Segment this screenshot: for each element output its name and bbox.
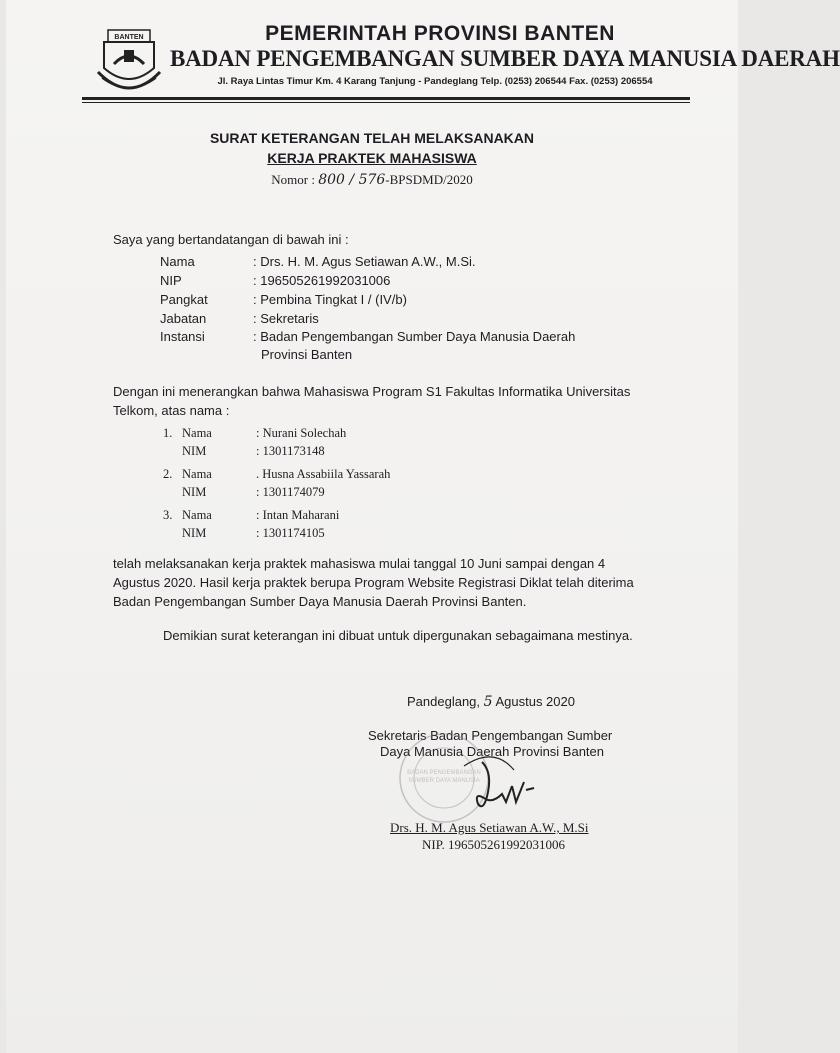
letter-title-line2-text: KERJA PRAKTEK MAHASISWA [267, 150, 477, 166]
paragraph-completion [113, 554, 685, 611]
student-3-no: 3. [163, 508, 173, 522]
place-date-prefix: Pandeglang, [407, 694, 481, 709]
signer-value-pangkat: : Pembina Tingkat I / (IV/b) [253, 292, 407, 307]
header-rule-thick [82, 97, 690, 100]
student-3-nim: : 1301174105 [256, 526, 325, 540]
letter-title-line2 [0, 150, 744, 166]
student-3-nama: : Intan Maharani [256, 508, 340, 522]
para2-line1: telah melaksanakan kerja praktek mahasiswa mulai tanggal 10 Juni sampai dengan 4 [113, 556, 606, 571]
header-rule-thin [82, 102, 690, 103]
stamp-text-1: BADAN PENGEMBANGAN [407, 770, 481, 776]
letter-title-line1: SURAT KETERANGAN TELAH MELAKSANAKAN [209, 130, 535, 146]
student-2-no: 2. [163, 467, 173, 481]
para2-line3: Badan Pengembangan Sumber Daya Manusia Daerah Provinsi Banten. [113, 594, 527, 609]
nomor-handwritten: 800 / 576 [318, 172, 386, 188]
place-date [407, 694, 575, 710]
letter-number [0, 172, 744, 188]
signer-label-jabatan: Jabatan [160, 311, 207, 326]
student-1-nim: : 1301173148 [256, 444, 325, 458]
place-date-handwritten: 5 [483, 694, 493, 710]
signer-label-pangkat: Pangkat [160, 292, 208, 307]
student-1-no: 1. [163, 426, 173, 440]
student-2-nama: . Husna Assabiila Yassarah [256, 467, 391, 481]
nomor-suffix: -BPSDMD/2020 [385, 172, 473, 187]
signer-title-line1: Sekretaris Badan Pengembangan Sumber [368, 728, 613, 743]
header-title-1: PEMERINTAH PROVINSI BANTEN [265, 22, 615, 45]
paragraph-intro-students [113, 382, 685, 420]
signer-value-instansi: : Badan Pengembangan Sumber Daya Manusia Daerah [253, 329, 576, 344]
signer-label-instansi: Instansi [160, 329, 205, 344]
logo-text: BANTEN [114, 34, 144, 41]
student-2-nim-label: NIM [182, 485, 207, 499]
signer-nip: NIP. 196505261992031006 [422, 837, 566, 852]
signer-label-nama: Nama [160, 254, 195, 269]
signer-value-nip: : 196505261992031006 [253, 273, 391, 288]
stamp-text-2: SUMBER DAYA MANUSIA [408, 778, 480, 784]
para2-line2: Agustus 2020. Hasil kerja praktek berupa Program Website Registrasi Diklat telah diterima [113, 575, 634, 590]
signer-value-nama: : Drs. H. M. Agus Setiawan A.W., M.Si. [253, 254, 476, 269]
student-3-nama-label: Nama [182, 508, 212, 522]
signer-title-line2: Daya Manusia Daerah Provinsi Banten [380, 744, 605, 759]
intro-text: Saya yang bertandatangan di bawah ini : [113, 232, 349, 247]
header-address: Jl. Raya Lintas Timur Km. 4 Karang Tanjung - Pandeglang Telp. (0253) 206544 Fax. (0253) 206554 [217, 76, 653, 87]
para1-line2: Telkom, atas nama : [113, 403, 230, 418]
student-1-nim-label: NIM [182, 444, 207, 458]
student-3-nim-label: NIM [182, 526, 207, 540]
para1-line1: Dengan ini menerangkan bahwa Mahasiswa Program S1 Fakultas Informatika Universitas [113, 384, 631, 399]
place-date-suffix: Agustus 2020 [495, 694, 575, 709]
signer-value-instansi-line2: Provinsi Banten [261, 347, 353, 362]
student-1-nama-label: Nama [182, 426, 212, 440]
signer-name: Drs. H. M. Agus Setiawan A.W., M.Si [390, 820, 589, 835]
signer-value-jabatan: : Sekretaris [253, 311, 319, 326]
student-1-nama: : Nurani Solechah [256, 426, 347, 440]
nomor-label: Nomor : [271, 172, 315, 187]
student-2-nim: : 1301174079 [256, 485, 325, 499]
banten-logo [94, 28, 164, 98]
header-title-2: BADAN PENGEMBANGAN SUMBER DAYA MANUSIA DAERAH [170, 46, 840, 71]
closing-statement: Demikian surat keterangan ini dibuat untuk dipergunakan sebagaimana mestinya. [163, 628, 633, 643]
student-2-nama-label: Nama [182, 467, 212, 481]
official-stamp-and-signature [384, 742, 534, 832]
signer-label-nip: NIP [160, 273, 182, 288]
